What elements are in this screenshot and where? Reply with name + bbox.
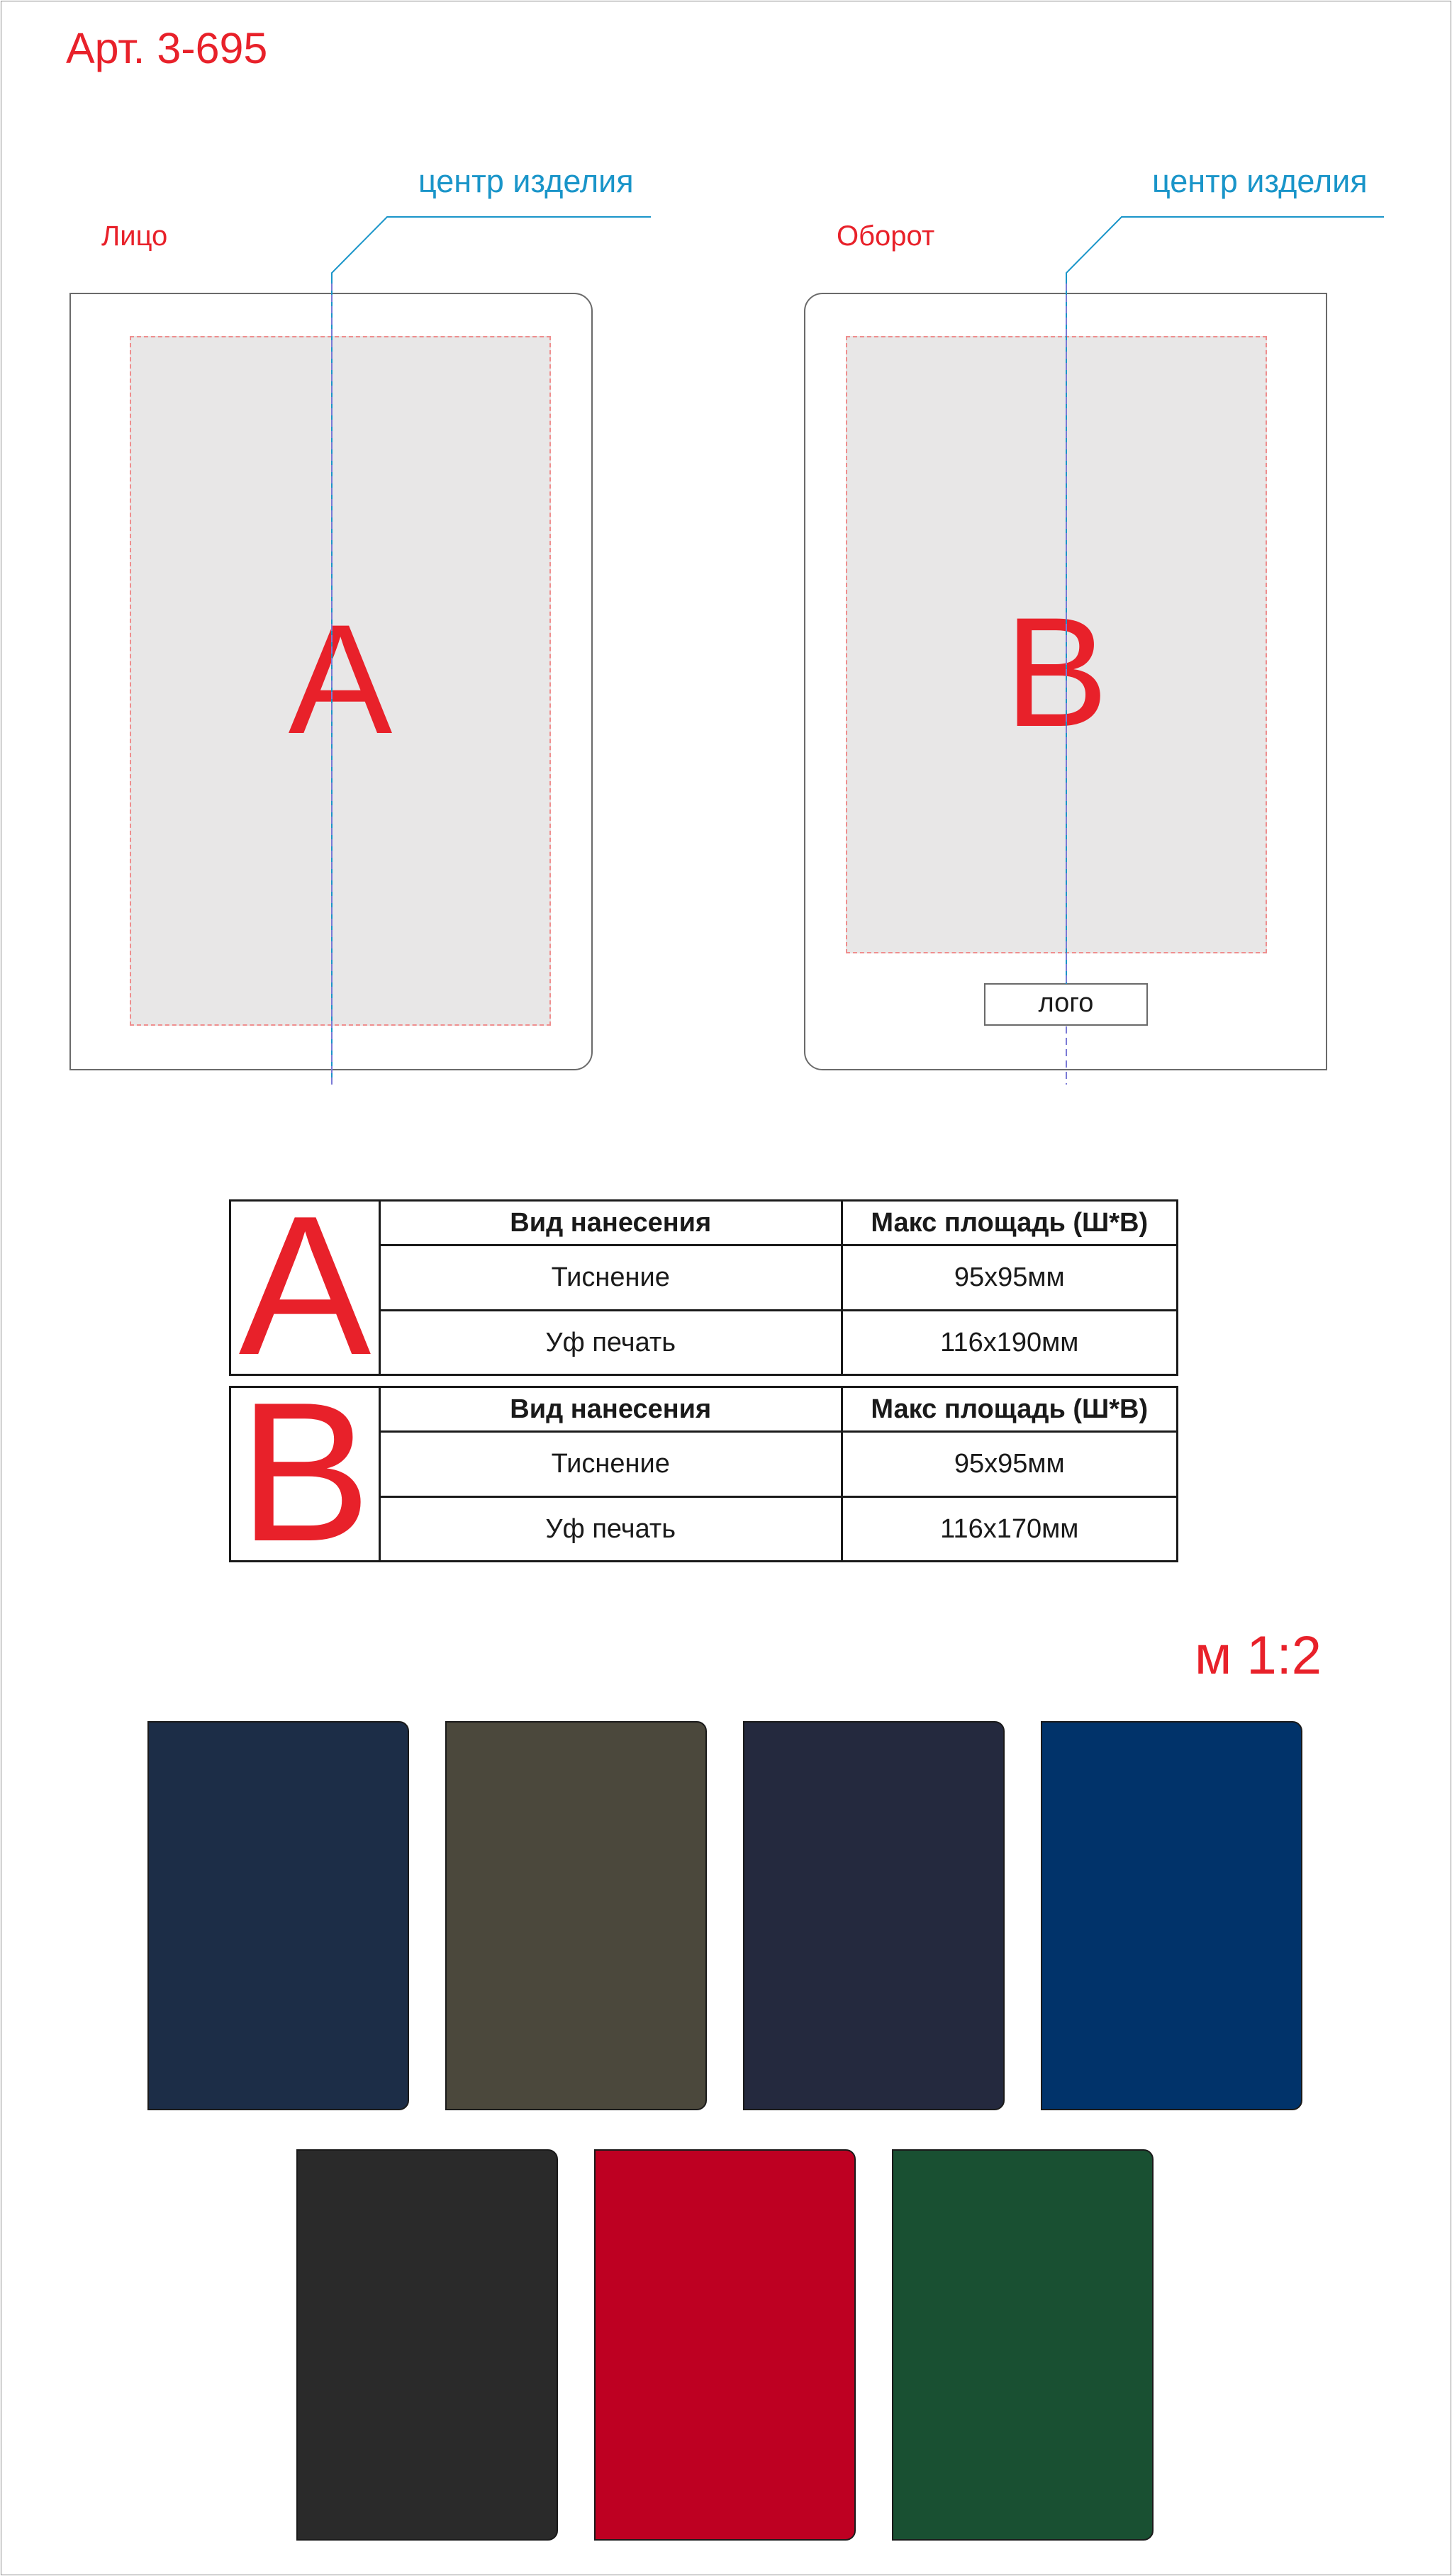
color-swatch (594, 2149, 856, 2541)
back-zone-letter: B (1004, 585, 1109, 759)
method-cell: Уф печать (381, 1311, 842, 1374)
table-row (381, 1245, 1176, 1311)
color-swatch (445, 1721, 707, 2110)
table-header-row (381, 1388, 1176, 1432)
color-swatch (1041, 1721, 1302, 2110)
table-row (381, 1432, 1176, 1497)
logo-box: лого (984, 983, 1148, 1026)
spec-grid-b (381, 1388, 1176, 1560)
table-header-row (381, 1202, 1176, 1245)
area-cell: 95х95мм (842, 1245, 1176, 1311)
scale-label: м 1:2 (1195, 1625, 1322, 1686)
back-center-label: центр изделия (1152, 163, 1368, 199)
table-row (381, 1497, 1176, 1560)
spec-table-a (229, 1199, 1178, 1376)
table-row (381, 1311, 1176, 1374)
back-center-guide (0, 0, 1452, 1106)
column-header: Вид нанесения (381, 1388, 842, 1432)
article-title: Арт. 3-695 (66, 24, 268, 72)
spec-letter-b: B (231, 1388, 381, 1560)
color-swatch (743, 1721, 1005, 2110)
area-cell: 116х170мм (842, 1497, 1176, 1560)
method-cell: Тиснение (381, 1432, 842, 1497)
spec-letter-a: A (231, 1202, 381, 1374)
color-swatch (892, 2149, 1154, 2541)
front-center-label: центр изделия (418, 163, 634, 199)
color-swatch (296, 2149, 558, 2541)
back-label: Оборот (837, 220, 935, 252)
color-swatch (147, 1721, 409, 2110)
method-cell: Уф печать (381, 1497, 842, 1560)
front-zone-letter: A (288, 592, 393, 766)
spec-grid-a (381, 1202, 1176, 1374)
area-cell: 116х190мм (842, 1311, 1176, 1374)
method-cell: Тиснение (381, 1245, 842, 1311)
spec-table-b (229, 1386, 1178, 1562)
column-header: Макс площадь (Ш*В) (842, 1202, 1176, 1245)
column-header: Вид нанесения (381, 1202, 842, 1245)
front-label: Лицо (101, 220, 168, 252)
area-cell: 95х95мм (842, 1432, 1176, 1497)
column-header: Макс площадь (Ш*В) (842, 1388, 1176, 1432)
